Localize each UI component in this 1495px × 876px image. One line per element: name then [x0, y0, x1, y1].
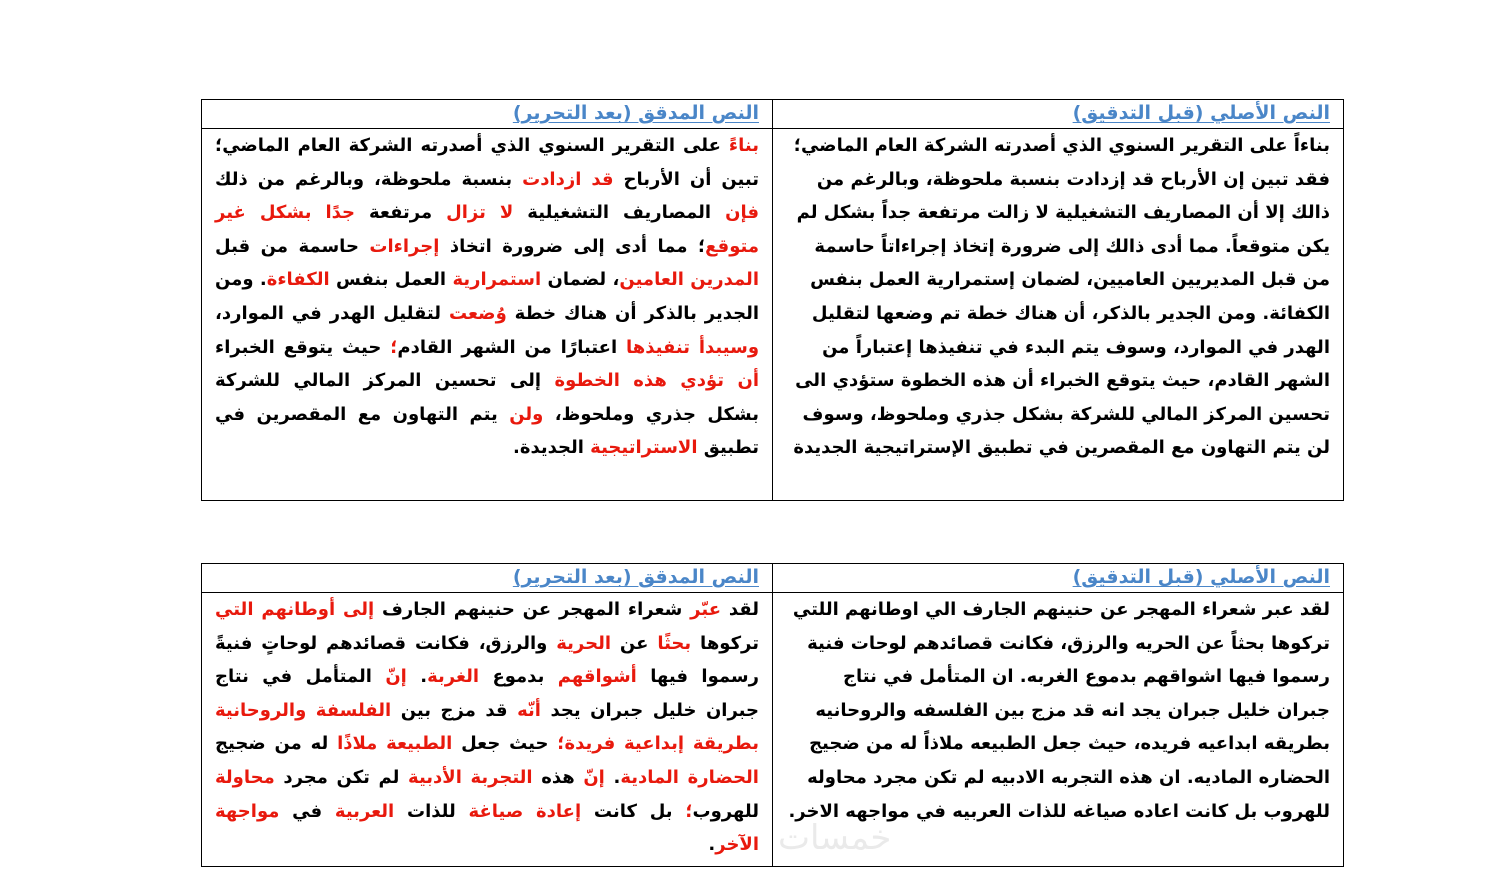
edited-text: .: [604, 766, 621, 788]
corrected-text: إنّ: [583, 766, 605, 788]
edited-header: النص المدقق (بعد التحرير): [202, 564, 773, 593]
edited-text: حاسمة من قبل: [215, 235, 370, 257]
corrected-text: إجراءات: [369, 235, 440, 257]
table-header-row: [202, 100, 1344, 129]
corrected-text: الحرية: [556, 632, 612, 654]
corrected-text: الفلسفة والروحانية بطريقة إبداعية فريدة؛: [215, 699, 759, 755]
table-header-row: [202, 564, 1344, 593]
edited-text: لم تكن مجرد: [274, 766, 409, 788]
edited-text: .: [406, 666, 428, 688]
edited-text: هذه: [532, 766, 584, 788]
edited-text: ، لضمان: [541, 269, 620, 291]
edited-text: تركوها: [691, 632, 760, 654]
corrected-text: إنّ: [385, 666, 407, 688]
edited-text: المصاريف التشغيلية: [513, 202, 726, 224]
corrected-text: إعادة صياغة: [468, 800, 582, 822]
original-header: النص الأصلي (قبل التدقيق): [773, 100, 1344, 129]
edited-text: بل كانت: [581, 800, 686, 822]
edited-text: في: [279, 800, 335, 822]
corrected-text: الطبيعة ملاذًا: [337, 733, 453, 755]
edited-text: على التقرير السنوي الذي أصدرته الشركة العام الماضي؛ تبين أن الأرباح: [215, 135, 759, 190]
comparison-table-1: [201, 99, 1344, 501]
edited-text: قد مزج بين: [391, 699, 518, 721]
corrected-text: إلى أوطانهم التي: [215, 599, 375, 620]
corrected-text: قد ازدادت: [522, 168, 614, 190]
corrected-text: أشواقهم: [557, 666, 637, 688]
edited-text: حيث يتوقع الخبراء: [215, 336, 391, 358]
corrected-text: المدرين العامين: [619, 269, 759, 291]
corrected-text: بحثًا: [657, 632, 692, 654]
table-body-row: [202, 593, 1344, 867]
corrected-text: أن تؤدي هذه الخطوة: [554, 370, 759, 392]
table-body-row: [202, 129, 1344, 501]
corrected-text: مواجهة الآخر: [215, 800, 759, 856]
edited-text: .: [708, 834, 716, 856]
corrected-text: العربية: [334, 800, 395, 822]
corrected-text: ؛: [685, 800, 693, 822]
edited-text: يتم التهاون مع المقصرين في تطبيق: [215, 403, 759, 459]
corrected-text: لا تزال: [446, 202, 514, 224]
corrected-text: الكفاءة: [266, 269, 330, 291]
corrected-text: جدًا بشكل غير متوقع: [215, 202, 759, 257]
corrected-text: ؛: [390, 336, 398, 358]
corrected-text: الاستراتيجية: [590, 437, 698, 459]
edited-text: الجديدة.: [512, 437, 591, 459]
edited-text: المتأمل في نتاج جبران خليل جبران يجد: [215, 666, 759, 721]
edited-text: . ومن الجدير بالذكر أن هناك خطة: [215, 269, 759, 324]
edited-text: ؛ مما أدى إلى ضرورة اتخاذ: [439, 235, 706, 257]
corrected-text: محاولة: [215, 766, 275, 788]
edited-text: اعتبارًا من الشهر القادم: [397, 336, 626, 358]
edited-text: له من ضجيج: [215, 733, 338, 755]
corrected-text: بناءً: [728, 135, 759, 156]
watermark-logo: خمسات: [778, 818, 892, 858]
edited-text: والرزق، فكانت قصائدهم لوحاتٍ فنيةً رسموا فيها: [215, 632, 759, 688]
edited-text: العمل بنفس: [329, 269, 453, 291]
original-header: النص الأصلي (قبل التدقيق): [773, 564, 1344, 593]
comparison-table-2: [201, 563, 1344, 867]
edited-text: للذات: [394, 800, 469, 822]
corrected-text: وُضعت: [448, 302, 507, 324]
edited-text: بنسبة ملحوظة، وبالرغم من ذلك: [215, 168, 523, 190]
edited-text: مرتفعة: [355, 202, 447, 224]
edited-text: عن: [611, 632, 658, 654]
edited-text: إلى تحسين المركز المالي للشركة بشكل جذري وملحوظ،: [215, 370, 760, 425]
edited-text: بدموع: [479, 666, 558, 688]
edited-text-cell: [202, 593, 773, 867]
corrected-text: الحضارة المادية: [620, 766, 759, 788]
edited-text: حيث جعل: [452, 733, 558, 755]
corrected-text: فإن: [725, 202, 759, 224]
edited-text: شعراء المهجر عن حنينهم الجارف: [374, 599, 691, 620]
edited-text-cell: [202, 129, 773, 501]
edited-text: للهروب: [692, 800, 759, 822]
corrected-text: استمرارية: [452, 269, 542, 291]
edited-header: النص المدقق (بعد التحرير): [202, 100, 773, 129]
original-text-cell: بناءاً على التقرير السنوي الذي أصدرته الشركة العام الماضي؛ فقد تبين إن الأرباح قد إزدادت بنسبة ملحوظة، وبالرغم من ذالك إلا أن المصاريف التشغيلية لا زالت مرتفعة جداً بشكل لم يكن متوقعاً. مما أدى ذالك إلى ضرورة إتخاذ إجراءاتاً حاسمة من قبل المديريين العاميين، لضمان إستمرارية العمل بنفس الكفائة. ومن الجدير بالذكر، أن هناك خطة تم وضعها لتقليل الهدر في الموارد، وسوف يتم البدء في تنفيذها إعتباراً من الشهر القادم، حيث يتوقع الخبراء أن هذه الخطوة ستؤدي الى تحسين المركز المالي للشركة بشكل جذري وملحوظ، وسوف لن يتم التهاون مع المقصرين في تطبيق الإستراتيجية الجديدة: [773, 129, 1344, 501]
corrected-text: ولن: [509, 403, 544, 425]
edited-text: لقد: [721, 599, 759, 620]
edited-text: لتقليل الهدر في الموارد،: [215, 302, 449, 324]
corrected-text: عبّر: [690, 599, 722, 620]
corrected-text: أنّه: [517, 699, 541, 721]
corrected-text: التجربة الأدبية: [408, 766, 533, 788]
corrected-text: وسيبدأ تنفيذها: [625, 336, 760, 358]
corrected-text: الغربة: [427, 666, 480, 688]
original-text-cell: لقد عبر شعراء المهجر عن حنينهم الجارف الي اوطانهم اللتي تركوها بحثاً عن الحريه والرزق، فكانت قصائدهم لوحات فنية رسموا فيها اشواقهم بدموع الغربه. ان المتأمل في نتاج جبران خليل جبران يجد انه قد مزج بين الفلسفه والروحانيه بطريقه ابداعيه فريده، حيث جعل الطبيعه ملاذاً له من ضجيج الحضاره الماديه. ان هذه التجربه الادبيه لم تكن مجرد محاوله للهروب بل كانت اعاده صياغه للذات العربيه في مواجهه الاخر.: [773, 593, 1344, 867]
